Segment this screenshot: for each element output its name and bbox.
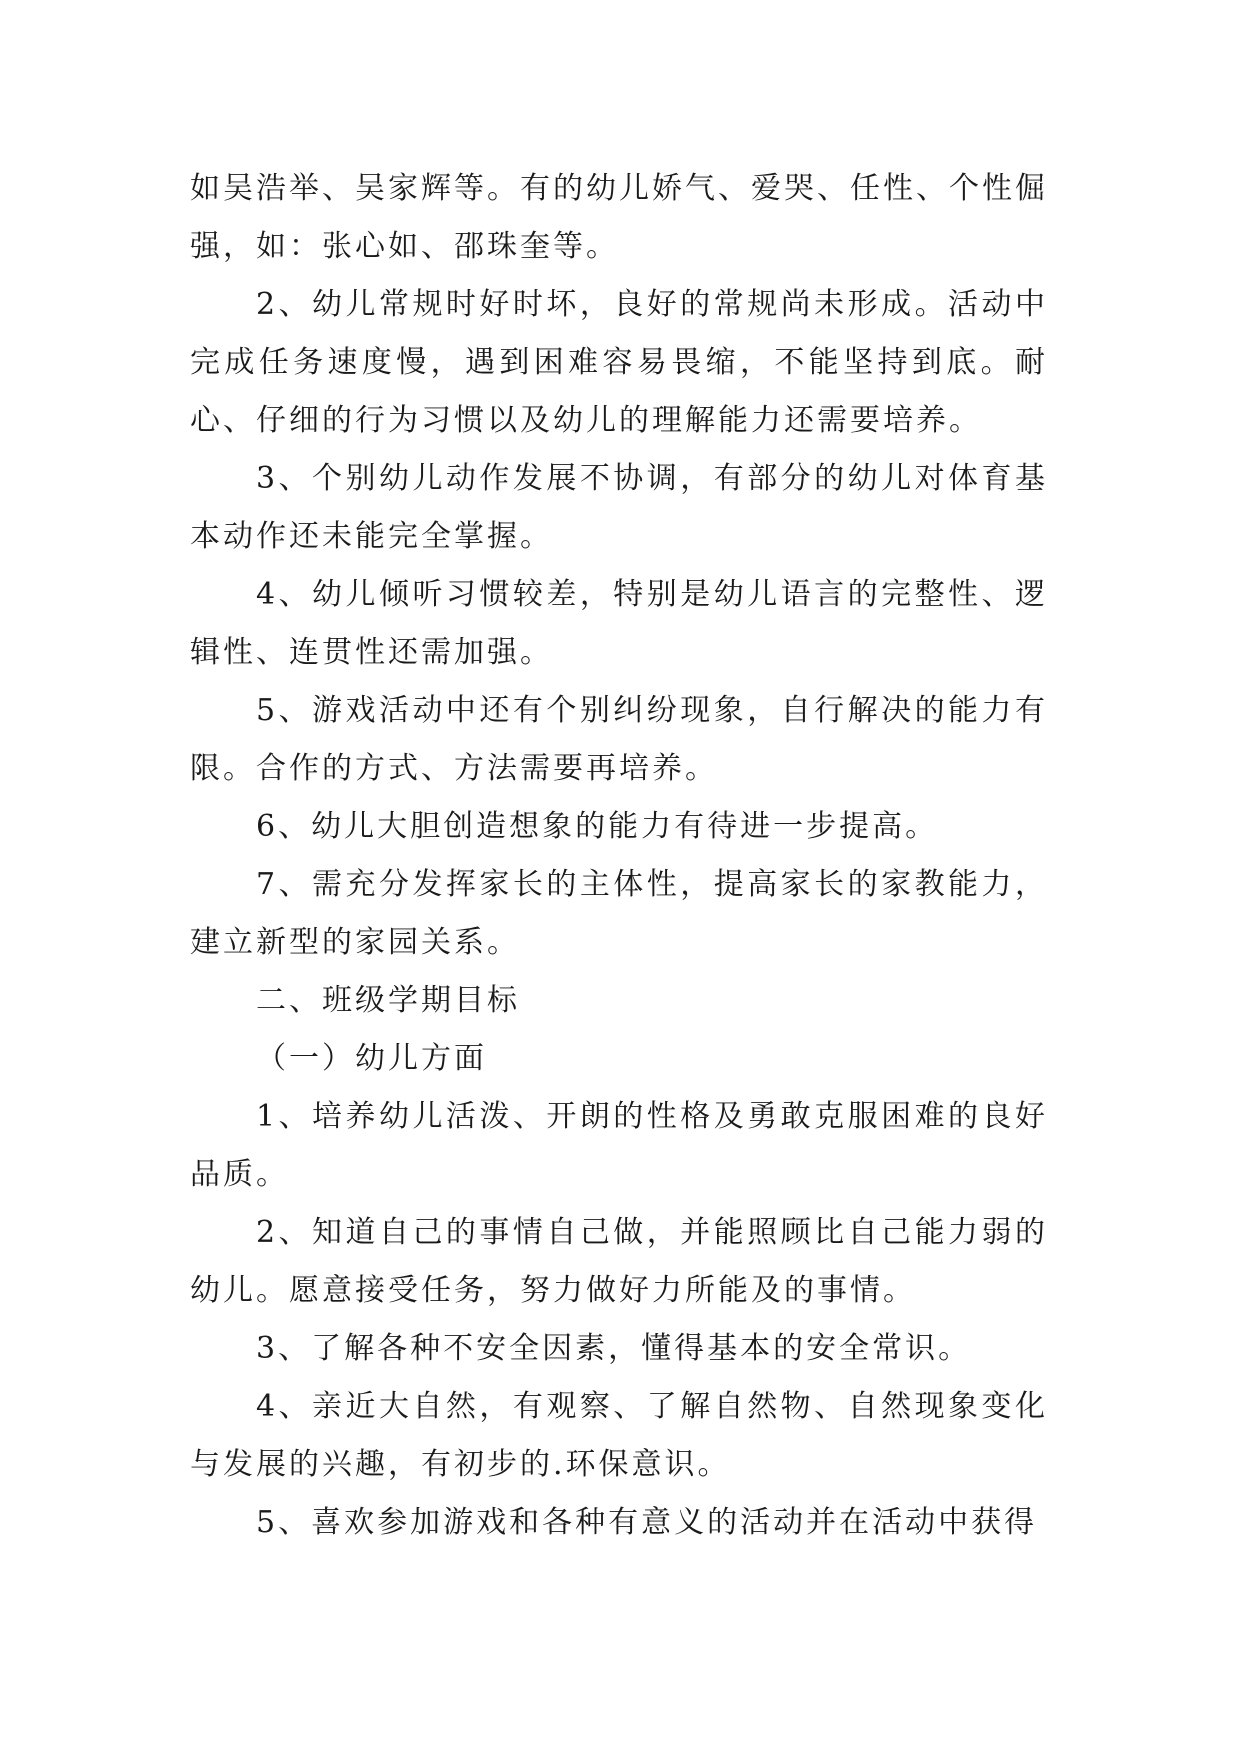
goal-item-5: 5、喜欢参加游戏和各种有意义的活动并在活动中获得 [256,1505,1038,1540]
section-heading: 二、班级学期目标 [256,983,520,1018]
document-body [190,160,1048,1552]
paragraph-item-6: 6、幼儿大胆创造想象的能力有待进一步提高。 [256,809,939,844]
goal-item-4: 4、亲近大自然，有观察、了解自然物、自然现象变化与发展的兴趣，有初步的.环保意识。 [190,1389,1048,1482]
paragraph-item-5: 5、游戏活动中还有个别纠纷现象，自行解决的能力有限。合作的方式、方法需要再培养。 [190,693,1048,786]
paragraph-item-7: 7、需充分发挥家长的主体性，提高家长的家教能力，建立新型的家园关系。 [190,867,1048,960]
paragraph-item-4: 4、幼儿倾听习惯较差，特别是幼儿语言的完整性、逻辑性、连贯性还需加强。 [190,577,1048,670]
paragraph-continuation: 如吴浩举、吴家辉等。有的幼儿娇气、爱哭、任性、个性倔强，如：张心如、邵珠奎等。 [190,171,1048,264]
goal-item-1: 1、培养幼儿活泼、开朗的性格及勇敢克服困难的良好品质。 [190,1099,1048,1192]
subsection-heading: （一）幼儿方面 [256,1041,487,1076]
goal-item-3: 3、了解各种不安全因素，懂得基本的安全常识。 [256,1331,972,1366]
paragraph-item-3: 3、个别幼儿动作发展不协调，有部分的幼儿对体育基本动作还未能完全掌握。 [190,461,1048,554]
goal-item-2: 2、知道自己的事情自己做，并能照顾比自己能力弱的幼儿。愿意接受任务，努力做好力所能及的事情。 [190,1215,1048,1308]
paragraph-item-2: 2、幼儿常规时好时坏，良好的常规尚未形成。活动中完成任务速度慢，遇到困难容易畏缩，不能坚持到底。耐心、仔细的行为习惯以及幼儿的理解能力还需要培养。 [190,287,1048,438]
